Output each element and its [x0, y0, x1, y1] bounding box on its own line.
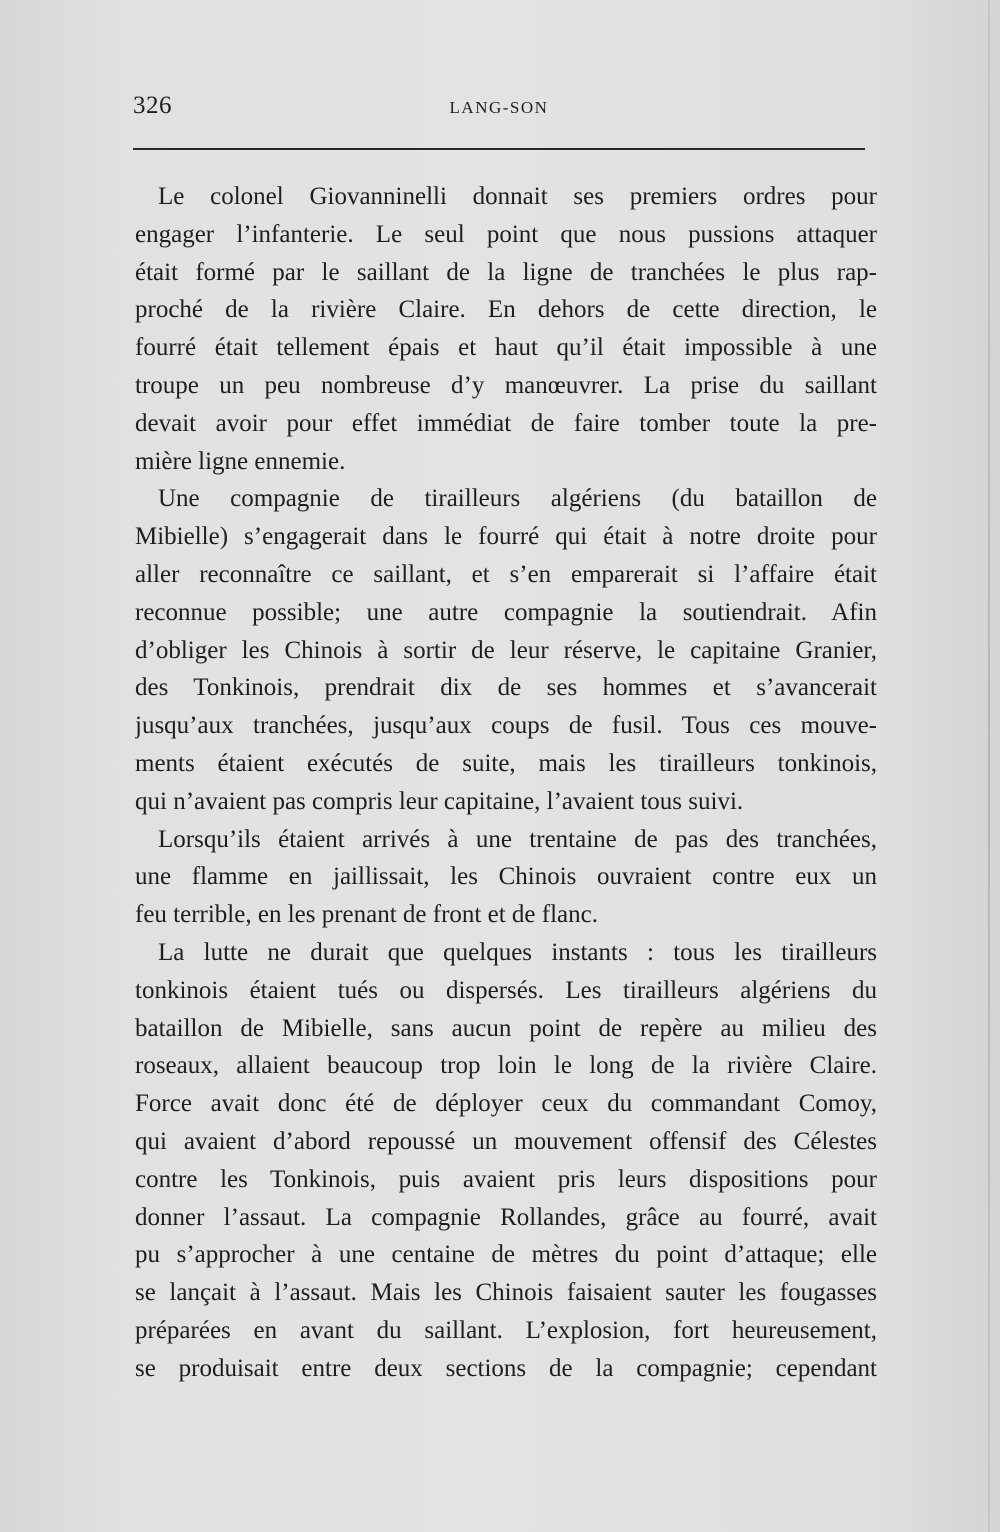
page-header: [133, 92, 865, 132]
text-line: qui avaient d’abord repoussé un mouvement offensif des Célestes: [135, 1127, 877, 1155]
text-line: ments étaient exécutés de suite, mais les tirailleurs tonkinois,: [135, 749, 877, 777]
header-rule: [133, 148, 865, 150]
text-line: d’obliger les Chinois à sortir de leur réserve, le capitaine Granier,: [135, 636, 877, 664]
text-line: mière ligne ennemie.: [135, 447, 346, 475]
text-line: tonkinois étaient tués ou dispersés. Les tirailleurs algériens du: [135, 976, 877, 1004]
text-line: des Tonkinois, prendrait dix de ses hommes et s’avancerait: [135, 674, 877, 702]
text-line: une flamme en jaillissait, les Chinois ouvraient contre eux un: [135, 863, 877, 891]
text-line: aller reconnaître ce saillant, et s’en emparerait si l’affaire était: [135, 560, 877, 588]
text-line: se lançait à l’assaut. Mais les Chinois faisaient sauter les fougasses: [135, 1279, 877, 1307]
text-line: qui n’avaient pas compris leur capitaine, l’avaient tous suivi.: [135, 787, 744, 815]
text-line: roseaux, allaient beaucoup trop loin le long de la rivière Claire.: [135, 1052, 877, 1080]
text-line: engager l’infanterie. Le seul point que nous pussions attaquer: [135, 220, 877, 248]
text-line: Lorsqu’ils étaient arrivés à une trentaine de pas des tranchées,: [158, 825, 877, 853]
text-line: préparées en avant du saillant. L’explosion, fort heureusement,: [135, 1316, 877, 1344]
body-text: [135, 178, 877, 1388]
text-line: contre les Tonkinois, puis avaient pris leurs dispositions pour: [135, 1165, 877, 1193]
page-edge-shadow: [988, 0, 990, 1532]
text-line: Le colonel Giovanninelli donnait ses premiers ordres pour: [158, 183, 877, 210]
text-line: jusqu’aux tranchées, jusqu’aux coups de fusil. Tous ces mouve-: [135, 712, 877, 740]
text-line: Une compagnie de tirailleurs algériens (du bataillon de: [158, 485, 877, 513]
text-line: était formé par le saillant de la ligne de tranchées le plus rap-: [135, 258, 877, 286]
text-line: Mibielle) s’engagerait dans le fourré qui était à notre droite pour: [135, 523, 877, 551]
text-line: devait avoir pour effet immédiat de faire tomber toute la pre-: [135, 409, 877, 437]
text-line: bataillon de Mibielle, sans aucun point de repère au milieu des: [135, 1014, 877, 1042]
text-line: feu terrible, en les prenant de front et de flanc.: [135, 901, 598, 929]
text-line: fourré était tellement épais et haut qu’il était impossible à une: [135, 334, 877, 362]
text-line: La lutte ne durait que quelques instants : tous les tirailleurs: [158, 938, 877, 966]
text-line: pu s’approcher à une centaine de mètres du point d’attaque; elle: [135, 1241, 877, 1269]
page-number: 326: [133, 92, 172, 119]
text-line: reconnue possible; une autre compagnie la soutiendrait. Afin: [135, 598, 877, 626]
running-head: LANG-SON: [449, 98, 549, 117]
text-line: proché de la rivière Claire. En dehors de cette direction, le: [135, 296, 877, 324]
text-line: donner l’assaut. La compagnie Rollandes, grâce au fourré, avait: [135, 1203, 877, 1231]
text-line: se produisait entre deux sections de la compagnie; cependant: [135, 1354, 877, 1382]
text-line: troupe un peu nombreuse d’y manœuvrer. La prise du saillant: [135, 371, 877, 399]
text-line: Force avait donc été de déployer ceux du commandant Comoy,: [135, 1090, 877, 1118]
